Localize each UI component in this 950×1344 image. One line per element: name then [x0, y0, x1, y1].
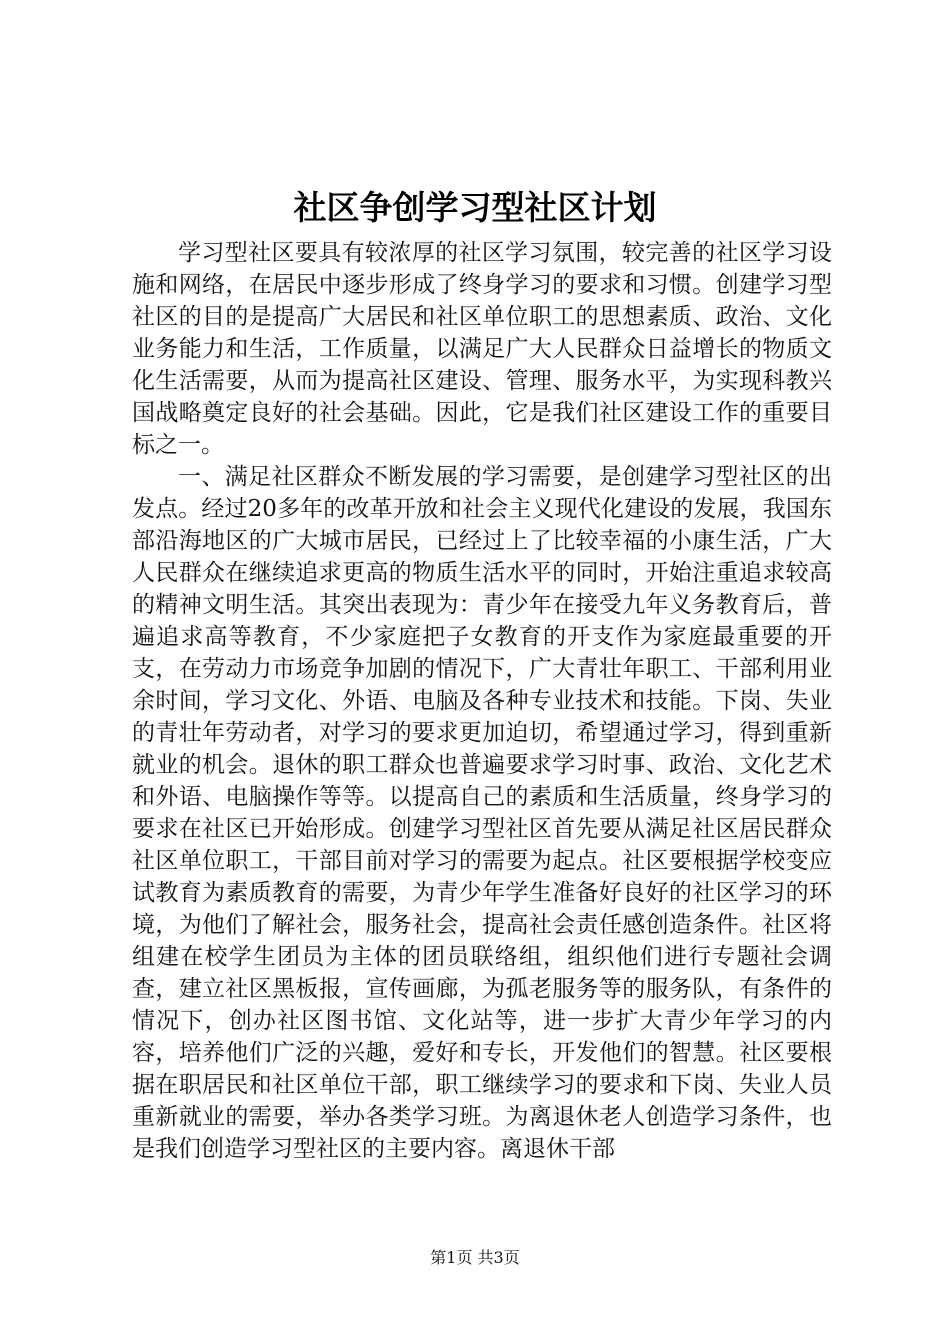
- paragraph-intro: 学习型社区要具有较浓厚的社区学习氛围，较完善的社区学习设施和网络，在居民中逐步形成了终身学习的要求和习惯。创建学习型社区的目的是提高广大居民和社区单位职工的思想素质、政治、文化业务能力和生活，工作质量，以满足广大人民群众日益增长的物质文化生活需要，从而为提高社区建设、管理、服务水平，为实现科教兴国战略奠定良好的社会基础。因此，它是我们社区建设工作的重要目标之一。: [132, 240, 832, 458]
- page-footer: 第1页 共3页: [430, 1248, 520, 1267]
- document-body: [132, 237, 832, 1165]
- paragraph-section-one: 一、满足社区群众不断发展的学习需要，是创建学习型社区的出发点。经过20多年的改革开放和社会主义现代化建设的发展，我国东部沿海地区的广大城市居民，已经过上了比较幸福的小康生活，广大人民群众在继续追求更高的物质生活水平的同时，开始注重追求较高的精神文明生活。其突出表现为：青少年在接受九年义务教育后，普遍追求高等教育，不少家庭把子女教育的开支作为家庭最重要的开支，在劳动力市场竞争加剧的情况下，广大青壮年职工、干部利用业余时间，学习文化、外语、电脑及各种专业技术和技能。下岗、失业的青壮年劳动者，对学习的要求更加迫切，希望通过学习，得到重新就业的机会。退休的职工群众也普遍要求学习时事、政治、文化艺术和外语、电脑操作等等。以提高自己的素质和生活质量，终身学习的要求在社区已开始形成。创建学习型社区首先要从满足社区居民群众社区单位职工，干部目前对学习的需要为起点。社区要根据学校变应试教育为素质教育的需要，为青少年学生准备好良好的社区学习的环境，为他们了解社会，服务社会，提高社会责任感创造条件。社区将组建在校学生团员为主体的团员联络组，组织他们进行专题社会调查，建立社区黑板报，宣传画廊，为孤老服务等的服务队，有条件的情况下，创办社区图书馆、文化站等，进一步扩大青少年学习的内容，培养他们广泛的兴趣，爱好和专长，开发他们的智慧。社区要根据在职居民和社区单位干部，职工继续学习的要求和下岗、失业人员重新就业的需要，举办各类学习班。为离退休老人创造学习条件，也是我们创造学习型社区的主要内容。离退休干部: [132, 464, 832, 1162]
- document-title: 社区争创学习型社区计划: [293, 188, 657, 227]
